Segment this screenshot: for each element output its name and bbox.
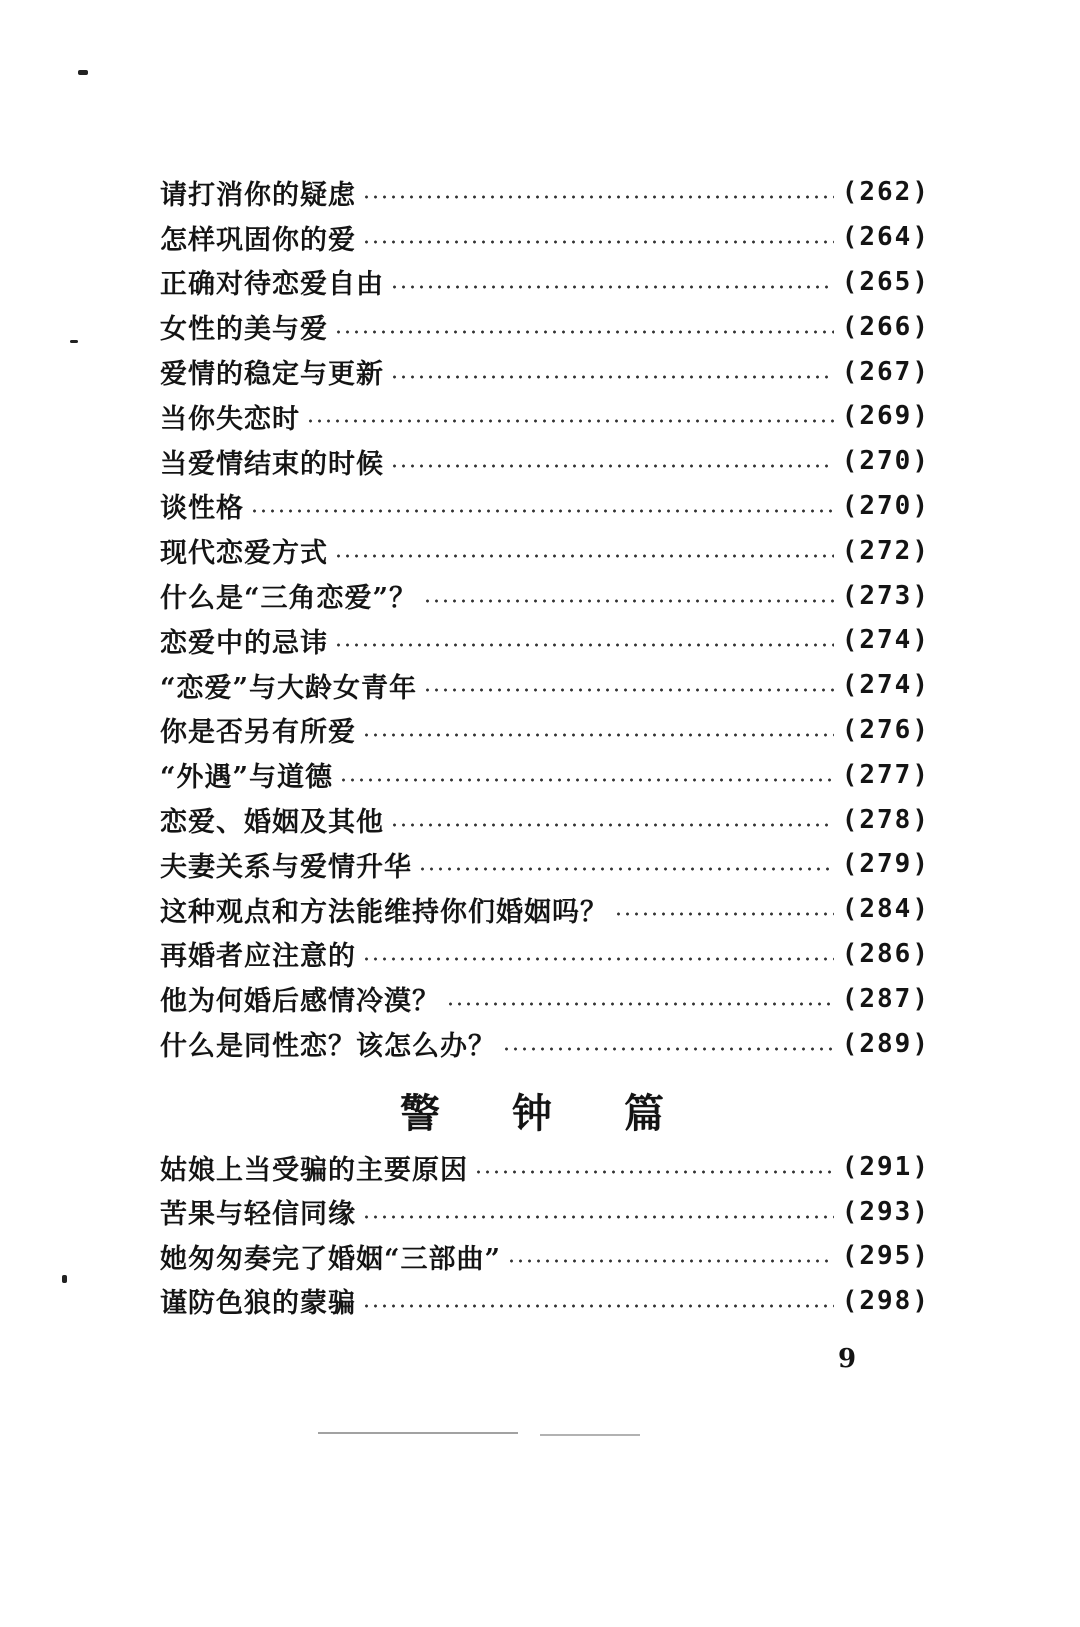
entry-page-number: (270) <box>841 490 930 521</box>
entry-page-number: (295) <box>841 1241 930 1272</box>
toc-entry[interactable] <box>160 573 930 618</box>
entry-page-number: (293) <box>841 1196 930 1227</box>
scan-rule <box>540 1434 640 1436</box>
entry-title: 谨防色狼的蒙骗 <box>160 1288 356 1320</box>
scan-speck <box>62 1275 67 1283</box>
entry-title: “恋爱”与大龄女青年 <box>160 672 418 704</box>
toc-entry[interactable] <box>160 349 930 394</box>
entry-page-number: (273) <box>841 580 930 611</box>
toc-section-2 <box>160 1145 930 1323</box>
dot-leader <box>250 509 834 513</box>
entry-page-number: (276) <box>841 714 930 745</box>
dot-leader <box>507 1259 834 1263</box>
dot-leader <box>362 957 834 961</box>
entry-page-number: (266) <box>841 311 930 342</box>
toc-entry[interactable] <box>160 618 930 663</box>
entry-title: 什么是同性恋？该怎么办？ <box>160 1031 496 1063</box>
dot-leader <box>446 1002 834 1006</box>
toc-entry[interactable] <box>160 1021 930 1066</box>
toc-entry[interactable] <box>160 304 930 349</box>
dot-leader <box>390 285 834 289</box>
entry-page-number: (270) <box>841 446 930 477</box>
toc-entry[interactable] <box>160 663 930 708</box>
toc-entry[interactable] <box>160 1234 930 1279</box>
entry-page-number: (284) <box>841 894 930 925</box>
entry-title: 什么是“三角恋爱”？ <box>160 583 418 615</box>
entry-title: 现代恋爱方式 <box>160 538 328 570</box>
scan-speck <box>70 340 78 343</box>
dot-leader <box>418 867 834 871</box>
dot-leader <box>339 778 834 782</box>
dot-leader <box>423 599 834 603</box>
entry-page-number: (298) <box>841 1285 930 1316</box>
dot-leader <box>390 375 834 379</box>
toc-entry[interactable] <box>160 215 930 260</box>
toc-entry[interactable] <box>160 1279 930 1324</box>
section-heading: 警钟篇 <box>400 1090 736 1137</box>
entry-page-number: (272) <box>841 535 930 566</box>
toc-entry[interactable] <box>160 932 930 977</box>
entry-title: 恋爱、婚姻及其他 <box>160 807 384 839</box>
dot-leader <box>502 1047 834 1051</box>
entry-title: “外遇”与道德 <box>160 762 334 794</box>
entry-title: 苦果与轻信同缘 <box>160 1199 356 1231</box>
entry-title: 正确对待恋爱自由 <box>160 269 384 301</box>
dot-leader <box>306 419 834 423</box>
entry-page-number: (274) <box>841 625 930 656</box>
toc-entry[interactable] <box>160 170 930 215</box>
dot-leader <box>334 643 834 647</box>
toc-entry[interactable] <box>160 708 930 753</box>
entry-title: 姑娘上当受骗的主要原因 <box>160 1154 468 1186</box>
entry-title: 怎样巩固你的爱 <box>160 224 356 256</box>
dot-leader <box>362 195 834 199</box>
entry-page-number: (286) <box>841 938 930 969</box>
toc-entry[interactable] <box>160 752 930 797</box>
toc-entry[interactable] <box>160 842 930 887</box>
entry-title: 谈性格 <box>160 493 244 525</box>
toc-entry[interactable] <box>160 528 930 573</box>
dot-leader <box>362 1215 834 1219</box>
dot-leader <box>474 1170 834 1174</box>
toc-entry[interactable] <box>160 439 930 484</box>
entry-title: 夫妻关系与爱情升华 <box>160 851 412 883</box>
toc-entry[interactable] <box>160 887 930 932</box>
entry-title: 她匆匆奏完了婚姻“三部曲” <box>160 1243 502 1275</box>
entry-title: 爱情的稳定与更新 <box>160 359 384 391</box>
entry-page-number: (267) <box>841 356 930 387</box>
toc-entry[interactable] <box>160 976 930 1021</box>
entry-page-number: (264) <box>841 222 930 253</box>
entry-title: 再婚者应注意的 <box>160 941 356 973</box>
entry-page-number: (265) <box>841 266 930 297</box>
dot-leader <box>362 1304 834 1308</box>
entry-title: 当爱情结束的时候 <box>160 448 384 480</box>
entry-title: 他为何婚后感情冷漠？ <box>160 986 440 1018</box>
entry-page-number: (278) <box>841 804 930 835</box>
entry-title: 你是否另有所爱 <box>160 717 356 749</box>
toc-section-1 <box>160 170 930 1066</box>
entry-page-number: (289) <box>841 1028 930 1059</box>
entry-page-number: (262) <box>841 177 930 208</box>
entry-page-number: (277) <box>841 759 930 790</box>
entry-title: 当你失恋时 <box>160 403 300 435</box>
scan-rule <box>318 1432 518 1434</box>
entry-title: 女性的美与爱 <box>160 314 328 346</box>
scan-speck <box>78 70 88 75</box>
entry-title: 恋爱中的忌讳 <box>160 627 328 659</box>
entry-title: 这种观点和方法能维持你们婚姻吗？ <box>160 896 608 928</box>
dot-leader <box>334 554 834 558</box>
toc-entry[interactable] <box>160 484 930 529</box>
toc-entry[interactable] <box>160 1190 930 1235</box>
entry-page-number: (291) <box>841 1152 930 1183</box>
entry-page-number: (269) <box>841 401 930 432</box>
dot-leader <box>334 330 834 334</box>
page-number: 9 <box>838 1344 857 1374</box>
dot-leader <box>390 464 834 468</box>
dot-leader <box>614 912 834 916</box>
toc-entry[interactable] <box>160 1145 930 1190</box>
dot-leader <box>423 688 834 692</box>
toc-entry[interactable] <box>160 797 930 842</box>
entry-page-number: (287) <box>841 983 930 1014</box>
entry-title: 请打消你的疑虑 <box>160 179 356 211</box>
dot-leader <box>390 823 834 827</box>
entry-page-number: (279) <box>841 849 930 880</box>
toc-entry[interactable] <box>160 260 930 305</box>
toc-entry[interactable] <box>160 394 930 439</box>
dot-leader <box>362 733 834 737</box>
entry-page-number: (274) <box>841 670 930 701</box>
dot-leader <box>362 240 834 244</box>
